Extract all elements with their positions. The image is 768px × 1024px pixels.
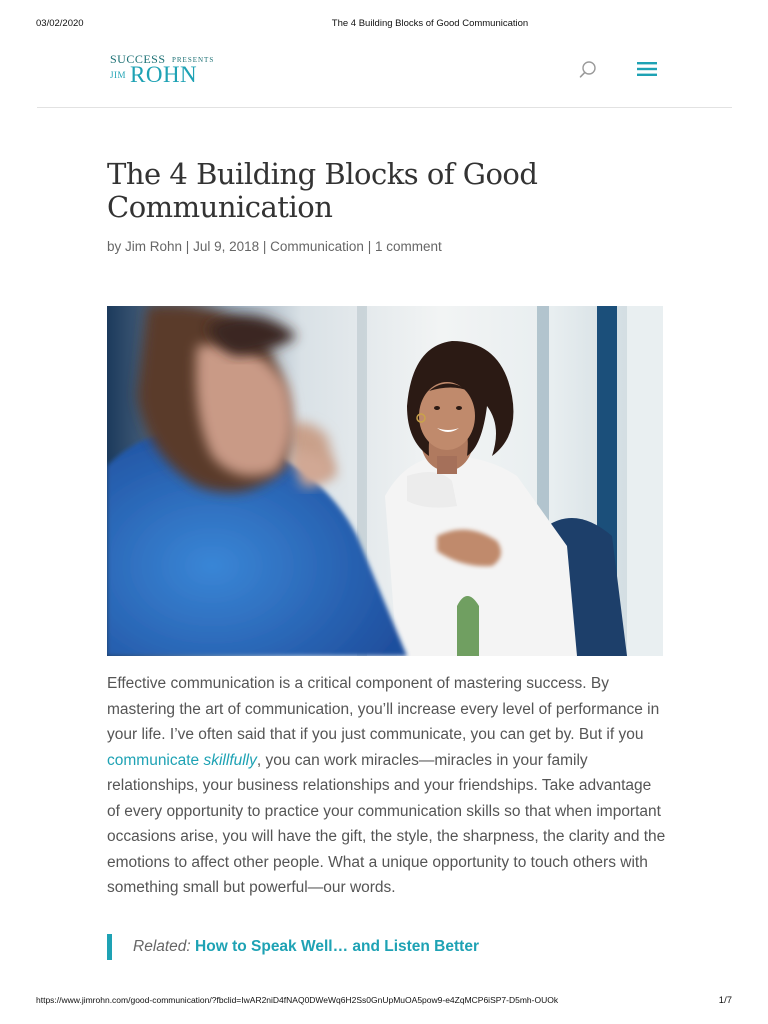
category-link[interactable]: Communication [270, 239, 364, 254]
link-text: communicate [107, 751, 204, 769]
link-emphasis: skillfully [203, 751, 257, 769]
post-date: Jul 9, 2018 [193, 239, 260, 254]
meta-separator: | [363, 239, 375, 254]
logo-success-text: SUCCESS [110, 52, 166, 66]
author-link[interactable]: Jim Rohn [125, 239, 183, 254]
hamburger-menu-icon[interactable] [636, 60, 658, 78]
meta-by: by [107, 239, 126, 254]
logo-presents-text: PRESENTS [172, 56, 215, 64]
print-date: 03/02/2020 [36, 18, 84, 29]
article-body-paragraph [107, 671, 667, 901]
print-title: The 4 Building Blocks of Good Communication [331, 18, 529, 29]
header-divider [37, 107, 732, 108]
communicate-skillfully-link[interactable] [107, 752, 257, 769]
related-article-callout [107, 934, 479, 960]
meta-separator: | [182, 239, 194, 254]
related-article-link[interactable]: How to Speak Well… and Listen Better [195, 938, 479, 955]
print-page-number: 1/7 [718, 995, 732, 1006]
logo-rohn-text: ROHN [130, 62, 198, 87]
logo-jim-text: JIM [110, 70, 127, 80]
article-title: The 4 Building Blocks of Good Communication [107, 157, 538, 224]
comments-link[interactable]: 1 comment [374, 239, 442, 254]
post-meta [107, 239, 442, 254]
jim-rohn-logo[interactable] [110, 52, 220, 92]
meta-separator: | [259, 239, 271, 254]
hero-image [107, 306, 663, 656]
search-icon[interactable] [578, 60, 598, 80]
body-text-part1: Effective communication is a critical component of mastering success. By mastering the art of communication, you’ll increase every level of performance in your life. I’ve often said that if you just communicate, you can get by. But if you [107, 675, 660, 743]
print-url: https://www.jimrohn.com/good-communication/?fbclid=IwAR2niD4fNAQ0DWeWq6H2Ss0GnUpMuOA5pow9-e4ZqMCP6iSP7-D5mh-OUOk [36, 995, 559, 1005]
body-text-part2: , you can work miracles—miracles in your family relationships, your business relationships and your friendships. Take advantage of every opportunity to practice your communication skills so that when important occasions arise, you will have the gift, the style, the sharpness, the clarity and the emotions to affect other people. What a unique opportunity to touch others with something small but powerful—our words. [107, 751, 666, 896]
related-label: Related: [133, 938, 191, 955]
